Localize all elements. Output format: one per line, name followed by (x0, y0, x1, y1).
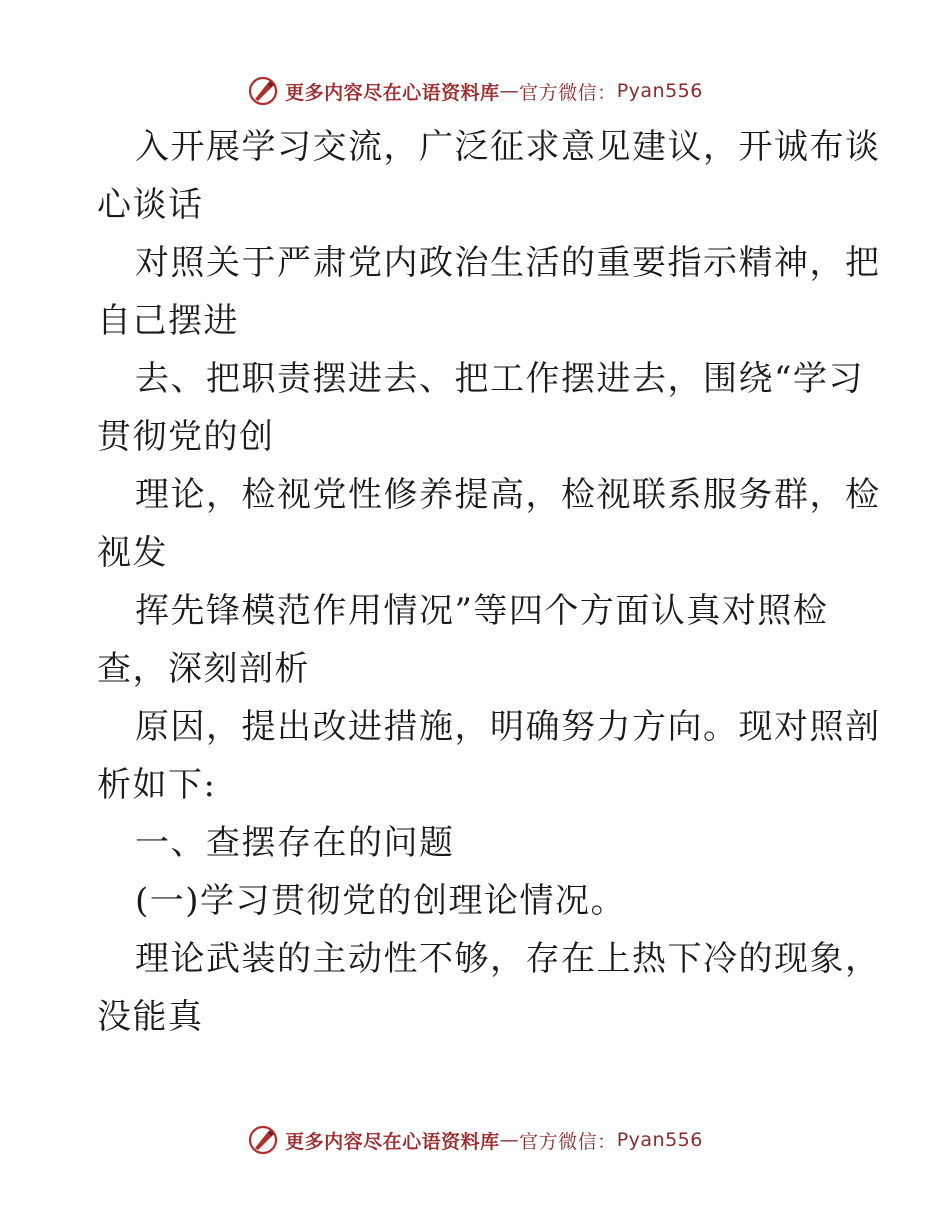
text-line: 心谈话 (97, 185, 204, 225)
pen-nib-logo-icon (247, 1124, 279, 1156)
text-line: 去、把职责摆进去、把工作摆进去，围绕“学习 (135, 359, 864, 399)
header-wechat-id: Pyan556 (616, 80, 703, 102)
footer-wechat-label: 官方微信： (519, 1130, 617, 1153)
text-line: 自己摆进 (97, 301, 239, 341)
text-line: 理论武装的主动性不够，存在上热下冷的现象， (135, 939, 881, 979)
subsection-heading: (一)学习贯彻党的创理论情况。 (135, 881, 627, 921)
text-line: 理论，检视党性修养提高，检视联系服务群，检 (135, 475, 881, 515)
text-line: 视发 (97, 533, 168, 573)
text-line: 挥先锋模范作用情况”等四个方面认真对照检 (135, 591, 829, 631)
text-line: 析如下: (97, 765, 217, 805)
document-body (97, 118, 881, 1046)
header-text: 更多内容尽在心语资料库 (285, 81, 500, 104)
section-heading: 一、查摆存在的问题 (135, 823, 455, 863)
footer-wechat-id: Pyan556 (616, 1129, 703, 1151)
footer-text: 更多内容尽在心语资料库 (285, 1130, 500, 1153)
text-line: 对照关于严肃党内政治生活的重要指示精神，把 (135, 243, 881, 283)
text-line: 查，深刻剖析 (97, 649, 310, 689)
footer-banner (0, 1120, 950, 1160)
text-line: 原因，提出改进措施，明确努力方向。现对照剖 (135, 707, 881, 747)
pen-nib-logo-icon (247, 75, 279, 107)
header-banner (0, 71, 950, 111)
header-wechat-label: 官方微信： (519, 81, 617, 104)
header-dash: — (499, 80, 520, 102)
text-line: 入开展学习交流，广泛征求意见建议，开诚布谈 (135, 127, 881, 167)
text-line: 没能真 (97, 997, 204, 1037)
footer-dash: — (499, 1129, 520, 1151)
text-line: 贯彻党的创 (97, 417, 275, 457)
